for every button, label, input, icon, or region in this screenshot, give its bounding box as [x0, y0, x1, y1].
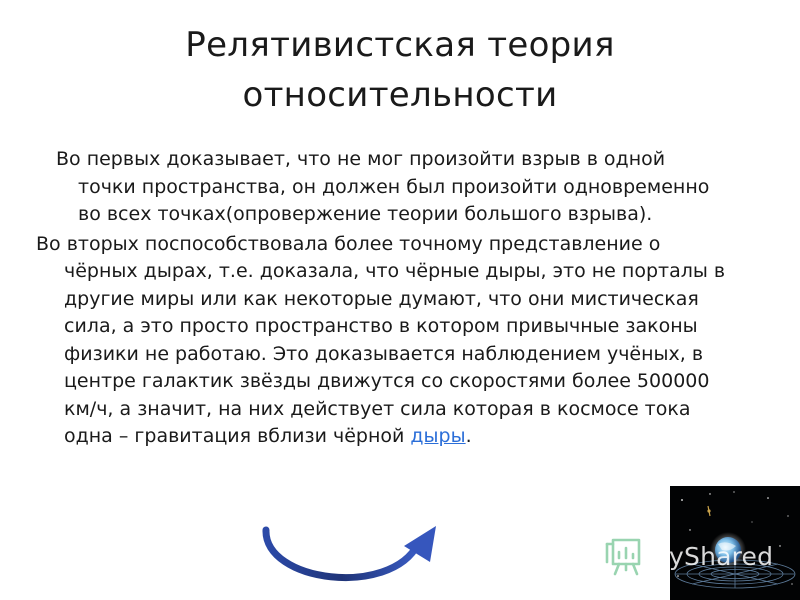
- paragraph-first: Во первых доказывает, что не мог произойти взрыв в одной точки пространства, он должен был произойти одновременно во всех точках(опровержение теории большого взрыва).: [56, 148, 710, 225]
- black-holes-link[interactable]: дыры: [410, 425, 466, 447]
- watermark-text: yShared: [669, 541, 774, 571]
- curved-arrow-icon: [258, 524, 444, 600]
- paragraph-second-end: .: [465, 425, 472, 447]
- paragraph-second: [36, 231, 726, 451]
- paragraph-second-text: Во вторых поспособствовала более точному представление о чёрных дырах, т.е. доказала, что чёрные дыры, это не порталы в другие миры или как некоторые думают, что они мистическая сила, а это просто пространство в котором привычные законы физики не работаю. Это доказывается наблюдением учёных, в центре галактик звёзды движутся со скоростями более 500000 км/ч, а значит, на них действует сила которая в космосе тока одна – гравитация вблизи чёрной: [36, 232, 726, 447]
- galaxy-image: [670, 486, 800, 600]
- slide-title: [0, 20, 800, 120]
- title-line-2: относительности: [242, 75, 558, 115]
- slide-body: [36, 146, 726, 453]
- galaxy-spacetime-icon: [670, 486, 800, 600]
- chart-board-icon: [605, 536, 645, 576]
- title-line-1: Релятивистская теория: [185, 25, 615, 65]
